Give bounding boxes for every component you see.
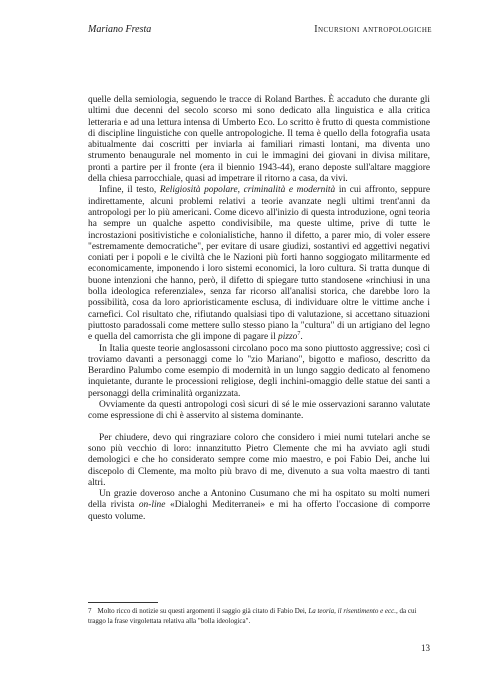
footnote-text-b: da cui traggo la frase virgolettata relativa alla "bolla ideologica". xyxy=(88,607,417,625)
paragraph-6-b: «Dialoghi Mediterranei» e mi ha offerto l'occasione di comporre questo volume. xyxy=(88,500,431,522)
page-number: 13 xyxy=(421,643,430,653)
footnote xyxy=(88,607,430,626)
paragraph-6-a: Un grazie doveroso anche a Antonino Cusumano che mi ha ospitato su molti numeri della rivista xyxy=(88,489,430,511)
footnote-rule xyxy=(88,602,158,603)
paragraph-2-body: seppure indirettamente, alcuni problemi relativi a teorie avanzate negli ultimi trent'anni da antropologi per lo più americani. Come dicevo all'inizio di questa introduzione, ogni teoria ha sempre un qualche aspetto condivisibile, ma queste ultime, prive di tutte le incrostazioni positivistiche e colonialistiche, hanno il difetto, a parer mio, di voler essere "estremamente democratiche", per evitare di usare giudizi, sostantivi ed aggettivi negativi coniati per i popoli e le civiltà che le Nazioni più forti hanno soggiogato militarmente ed economicamente, imponendo i loro sistemi economici, la loro cultura. Si tratta dunque di buone intenzioni che hanno, però, il difetto di spiegare tutto standosene «rinchiusi in una bolla ideologica referenziale», senza far ricorso all'analisi storica, che darebbe loro la possibilità, cosa da loro aprioristicamente esclusa, di individuare oltre le vittime anche i carnefici. Col risultato che, rifiutando qualsiasi tipo di valutazione, si accettano situazioni piuttosto paradossali come mettere sullo stesso piano la "cultura" di un artigiano del legno e quella del camorrista che gli impone di pagare il xyxy=(88,185,430,343)
online-word: on-line xyxy=(138,500,166,511)
header-section-title: Incursioni antropologiche xyxy=(314,24,432,35)
paragraph-6 xyxy=(88,489,430,523)
footnote-title: La teoria, il risentimento e ecc., xyxy=(308,607,398,615)
footnote-reference[interactable]: 7 xyxy=(297,331,301,338)
pizzo-word: pizzo xyxy=(278,332,298,343)
running-header xyxy=(88,22,432,38)
paragraph-1: quelle della semiologia, seguendo le tracce di Roland Barthes. È accaduto che durante gli ultimi due decenni del secolo scorso mi sono dedicato alla linguistica e alla critica letteraria e ad una lettura intensa di Umberto Eco. Lo scritto è frutto di questa commistione di discipline linguistiche con quelle antropologiche. Il tema è quello della fotografia usata abitualmente dai coscritti per inviarla ai familiari rimasti lontani, ma diventa uno strumento benaugurale nel momento in cui le immagini dei giovani in divisa militare, pronti a partire per il fronte (era il biennio 1943-44), erano deposte sull'altare maggiore della chiesa parrocchiale, quasi ad impetrare il ritorno a casa, da vivi. xyxy=(88,95,430,185)
essay-title: Religiosità popolare, criminalità e modernità xyxy=(159,185,336,196)
paragraph-4: Ovviamente da questi antropologi così sicuri di sé le mie osservazioni saranno valutate come espressione di chi è asservito al sistema dominante. xyxy=(88,400,430,422)
footnote-text-a: Molto ricco di notizie su questi argomenti il saggio già citato di Fabio Dei, xyxy=(97,607,307,615)
footnote-number: 7 xyxy=(88,607,92,615)
body-text xyxy=(88,95,430,523)
paragraph-2-lead: Infine, il testo, xyxy=(99,185,157,196)
paragraph-5: Per chiudere, devo qui ringraziare coloro che considero i miei numi tutelari anche se sono più vecchio di loro: innanzitutto Pietro Clemente che mi ha avviato agli studi demologici e che ho considerato sempre come mio maestro, e poi Fabio Dei, anche lui discepolo di Clemente, ma molto più bravo di me, divenuto a sua volta maestro di tanti altri. xyxy=(88,432,430,488)
paragraph-3: In Italia queste teorie anglosassoni circolano poco ma sono piuttosto aggressive; così ci troviamo davanti a personaggi come lo "zio Mariano", bigotto e mafioso, descritto da Berardino Palumbo come esempio di modernità in un lungo saggio dedicato al fenomeno inquietante, durante le processioni religiose, degli inchini-omaggio delle statue dei santi a personaggi della criminalità organizzata. xyxy=(88,343,430,399)
header-author: Mariano Fresta xyxy=(88,24,152,35)
paragraph-2-cont: in cui affronto, xyxy=(338,185,398,196)
paragraph-2: Infine, il testo, Religiosità popolare, criminalità e modernità in cui affronto, seppure indirettamente, alcuni problemi relativi a teorie avanzate negli ultimi trent'anni da antropologi per lo più americani. Come dicevo all'inizio di questa introduzione, ogni teoria ha sempre un qualche aspetto condivisibile, ma queste ultime, prive di tutte le incrostazioni positivistiche e colonialistiche, hanno il difetto, a parer mio, di voler essere "estremamente democratiche", per evitare di usare giudizi, sostantivi ed aggettivi negativi coniati per i popoli e le civiltà che le Nazioni più forti hanno soggiogato militarmente ed economicamente, imponendo i loro sistemi economici, la loro cultura. Si tratta dunque di buone intenzioni che hanno, però, il difetto di spiegare tutto standosene «rinchiusi in una bolla ideologica referenziale», senza far ricorso all'analisi storica, che darebbe loro la possibilità, cosa da loro aprioristicamente esclusa, di individuare oltre le vittime anche i carnefici. Col risultato che, rifiutando qualsiasi tipo di valutazione, si accettano situazioni piuttosto paradossali come mettere sullo stesso piano la "cultura" di un artigiano del legno e quella del camorrista che gli impone di pagare il pizzo$^7$. xyxy=(88,185,430,343)
